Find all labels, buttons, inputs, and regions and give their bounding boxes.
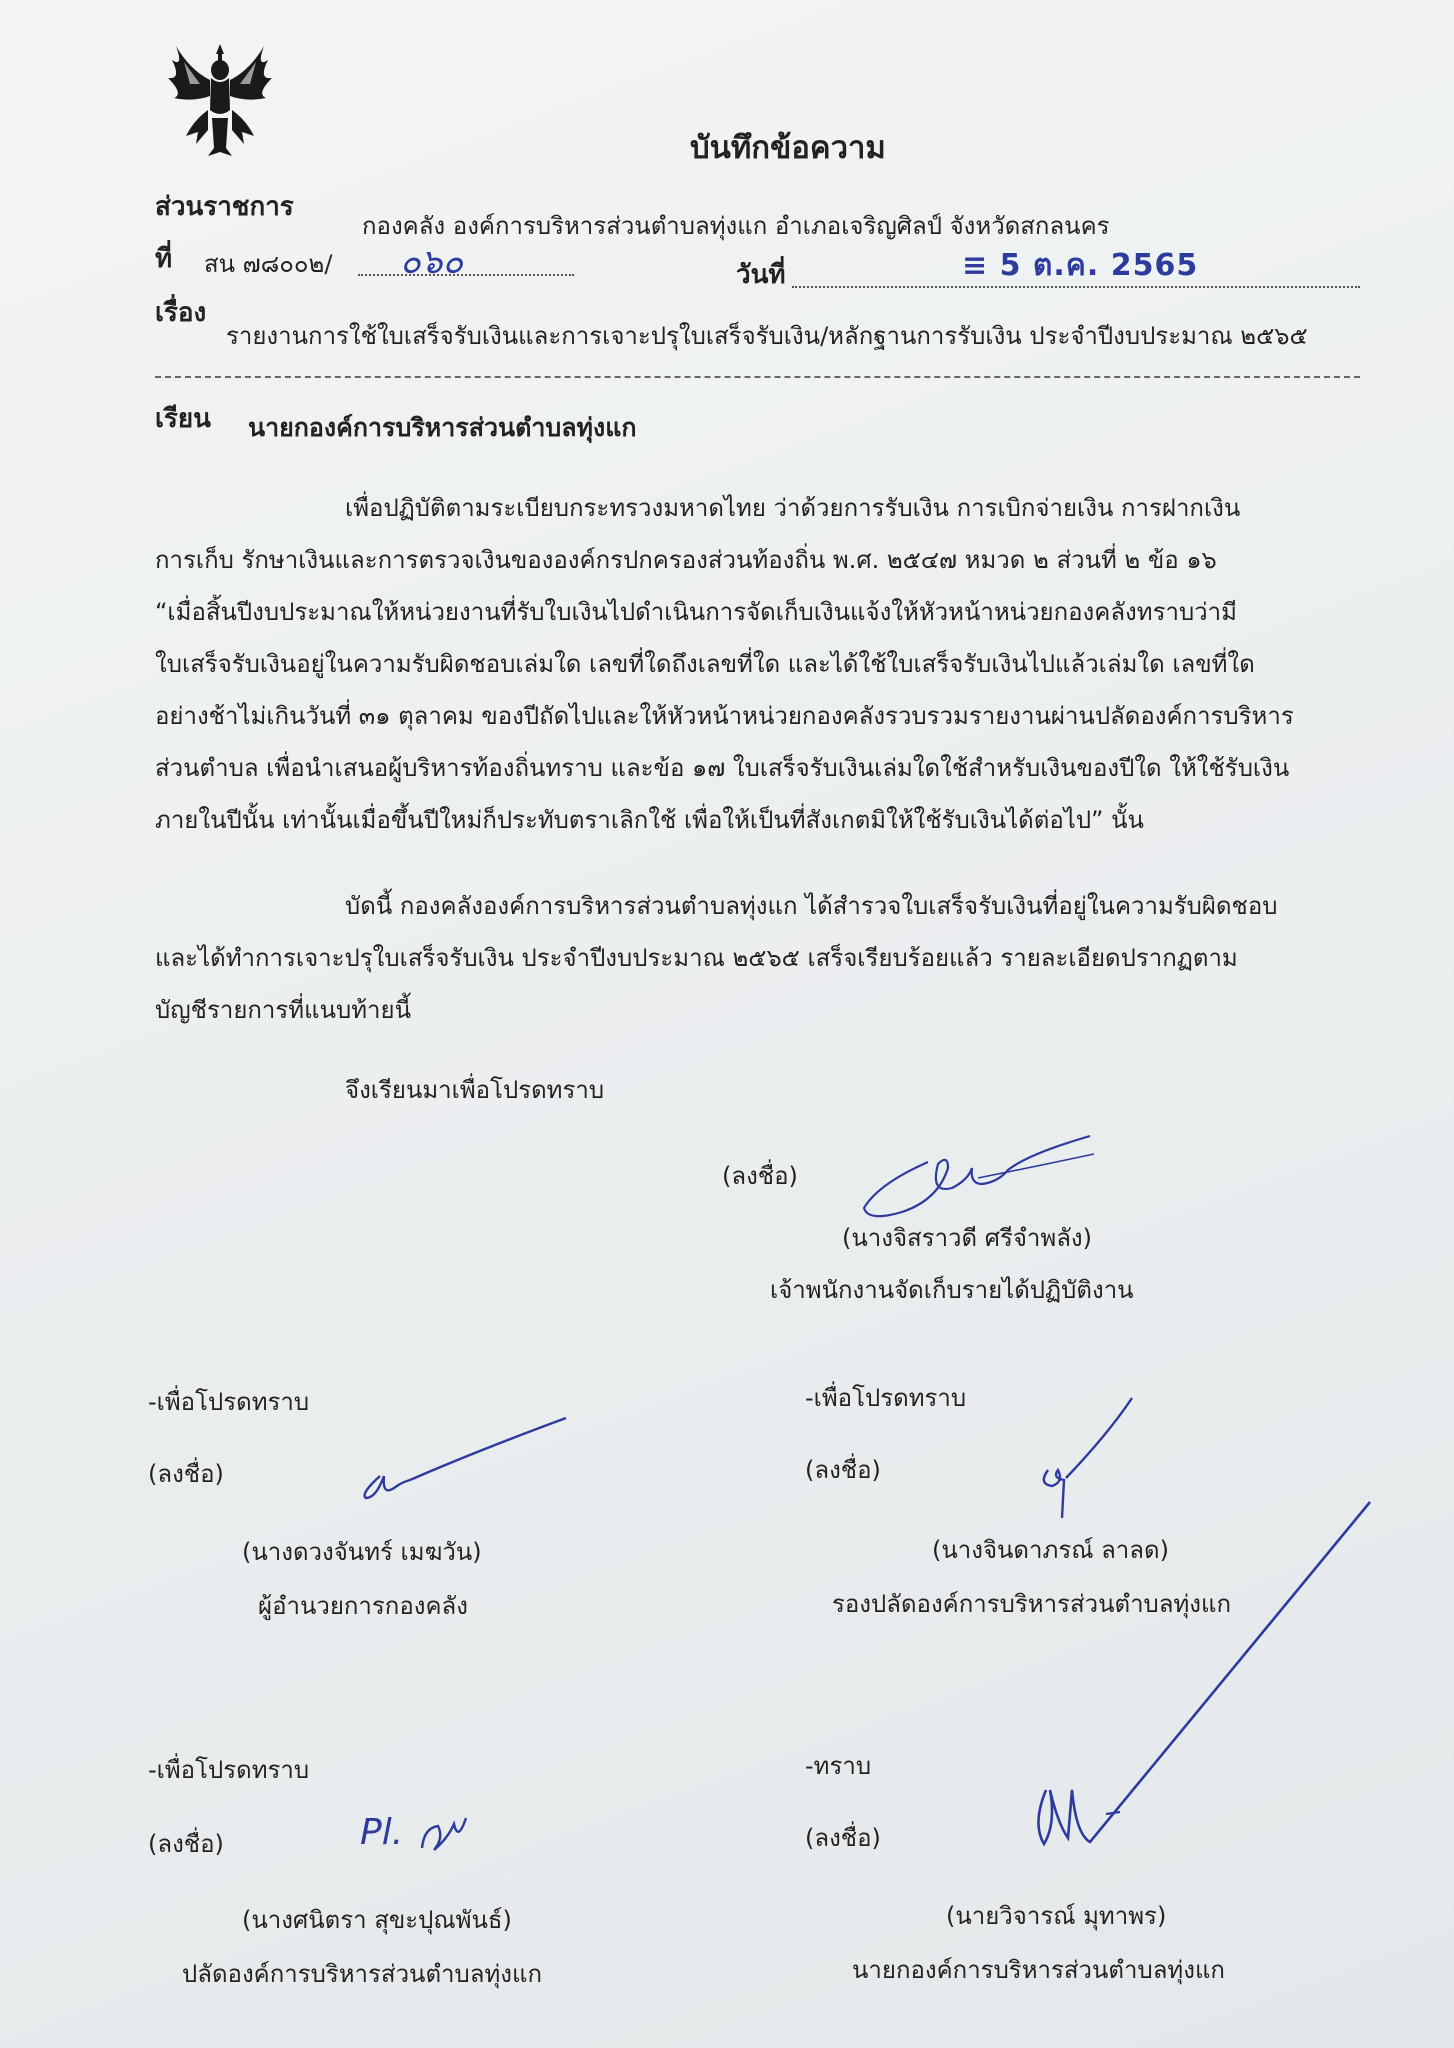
ref-dotted-line bbox=[358, 274, 574, 276]
mayor-signature-icon bbox=[1010, 1494, 1390, 1864]
to-value: นายกองค์การบริหารส่วนตำบลทุ่งแก bbox=[248, 413, 637, 442]
mayor-name: (นายวิจารณ์ มุทาพร) bbox=[946, 1902, 1167, 1930]
dept-label: ส่วนราชการ bbox=[155, 192, 294, 222]
p1-line: การเก็บ รักษาเงินและการตรวจเงินขององค์กรปกครองส่วนท้องถิ่น พ.ศ. ๒๕๔๗ หมวด ๒ ส่วนที่ ๒ ข้อ ๑๖ bbox=[155, 546, 1217, 574]
main-sign-label: (ลงชื่อ) bbox=[722, 1162, 798, 1190]
p1-line: “เมื่อสิ้นปีงบประมาณให้หน่วยงานที่รับใบเงินไปดำเนินการจัดเก็บเงินแจ้งให้หัวหน้าหน่วยกองคลังทราบว่ามี bbox=[155, 598, 1237, 626]
to-label: เรียน bbox=[155, 404, 211, 434]
clerk-initials: Pl. bbox=[360, 1812, 404, 1853]
clerk-name: (นางศนิตรา สุขะปุณพันธ์) bbox=[242, 1906, 512, 1934]
finance-position: ผู้อำนวยการกองคลัง bbox=[258, 1592, 468, 1620]
finance-sign-label: (ลงชื่อ) bbox=[148, 1460, 224, 1488]
main-name: (นางจิสราวดี ศรีจำพลัง) bbox=[842, 1224, 1093, 1252]
header-divider bbox=[155, 376, 1360, 378]
main-signature-icon bbox=[858, 1124, 1098, 1224]
mayor-note: -ทราบ bbox=[805, 1752, 872, 1780]
clerk-sign-label: (ลงชื่อ) bbox=[148, 1830, 224, 1858]
date-stamp-text: 5 ต.ค. 2565 bbox=[999, 248, 1199, 283]
dept-value: กองคลัง องค์การบริหารส่วนตำบลทุ่งแก อำเภอเจริญศิลป์ จังหวัดสกลนคร bbox=[362, 212, 1110, 240]
clerk-note: -เพื่อโปรดทราบ bbox=[148, 1756, 310, 1784]
finance-name: (นางดวงจันทร์ เมฆวัน) bbox=[242, 1538, 482, 1566]
p2-line: บัญชีรายการที่แนบท้ายนี้ bbox=[155, 996, 411, 1024]
p1-line: อย่างช้าไม่เกินวันที่ ๓๑ ตุลาคม ของปีถัดไปและให้หัวหน้าหน่วยกองคลังรวบรวมรายงานผ่านปลัดองค์การบริหาร bbox=[155, 702, 1294, 730]
deputy-name: (นางจินดาภรณ์ ลาลด) bbox=[932, 1536, 1169, 1564]
deputy-note: -เพื่อโปรดทราบ bbox=[805, 1384, 967, 1412]
finance-note: -เพื่อโปรดทราบ bbox=[148, 1388, 310, 1416]
garuda-emblem-icon bbox=[160, 40, 280, 160]
mayor-sign-label: (ลงชื่อ) bbox=[805, 1824, 881, 1852]
subject-label: เรื่อง bbox=[155, 298, 207, 328]
p2-line: และได้ทำการเจาะปรุใบเสร็จรับเงิน ประจำปีงบประมาณ ๒๕๖๕ เสร็จเรียบร้อยแล้ว รายละเอียดปรากฏตาม bbox=[155, 944, 1238, 972]
finance-signature-icon bbox=[354, 1412, 574, 1502]
body-paragraph-2 bbox=[155, 880, 1365, 1036]
clerk-position: ปลัดองค์การบริหารส่วนตำบลทุ่งแก bbox=[182, 1960, 542, 1988]
p1-line: ภายในปีนั้น เท่านั้นเมื่อขึ้นปีใหม่ก็ประทับตราเลิกใช้ เพื่อให้เป็นที่สังเกตมิให้ใช้รับเงินได้ต่อไป” นั้น bbox=[155, 806, 1144, 834]
p1-line: เพื่อปฏิบัติตามระเบียบกระทรวงมหาดไทย ว่าด้วยการรับเงิน การเบิกจ่ายเงิน การฝากเงิน bbox=[345, 494, 1241, 522]
date-label: วันที่ bbox=[736, 260, 786, 290]
ref-number-handwritten: ๐๖๐ bbox=[400, 242, 464, 282]
body-paragraph-1 bbox=[155, 482, 1365, 846]
date-stamp: ≡ 5 ต.ค. 2565 bbox=[962, 248, 1199, 283]
deputy-position: รองปลัดองค์การบริหารส่วนตำบลทุ่งแก bbox=[832, 1590, 1232, 1618]
p1-line: ส่วนตำบล เพื่อนำเสนอผู้บริหารท้องถิ่นทราบ และข้อ ๑๗ ใบเสร็จรับเงินเล่มใดใช้สำหรับเงินของปีใด ให้ใช้รับเงิน bbox=[155, 754, 1290, 782]
main-position: เจ้าพนักงานจัดเก็บรายได้ปฏิบัติงาน bbox=[770, 1276, 1134, 1304]
closing-text: จึงเรียนมาเพื่อโปรดทราบ bbox=[345, 1076, 605, 1104]
p1-line: ใบเสร็จรับเงินอยู่ในความรับผิดชอบเล่มใด เลขที่ใดถึงเลขที่ใด และได้ใช้ใบเสร็จรับเงินไปแล้วเล่มใด เลขที่ใด bbox=[155, 650, 1255, 678]
mayor-position: นายกองค์การบริหารส่วนตำบลทุ่งแก bbox=[852, 1956, 1225, 1984]
p2-line: บัดนี้ กองคลังองค์การบริหารส่วนตำบลทุ่งแก ได้สำรวจใบเสร็จรับเงินที่อยู่ในความรับผิดชอบ bbox=[345, 892, 1278, 920]
clerk-signature-icon bbox=[414, 1808, 474, 1868]
deputy-sign-label: (ลงชื่อ) bbox=[805, 1456, 881, 1484]
subject-value: รายงานการใช้ใบเสร็จรับเงินและการเจาะปรุใบเสร็จรับเงิน/หลักฐานการรับเงิน ประจำปีงบประมาณ ๒๕๖๕ bbox=[226, 322, 1308, 350]
ref-value: สน ๗๘๐๐๒/ bbox=[204, 250, 333, 278]
ref-label: ที่ bbox=[155, 244, 173, 274]
memo-title: บันทึกข้อความ bbox=[690, 130, 886, 166]
